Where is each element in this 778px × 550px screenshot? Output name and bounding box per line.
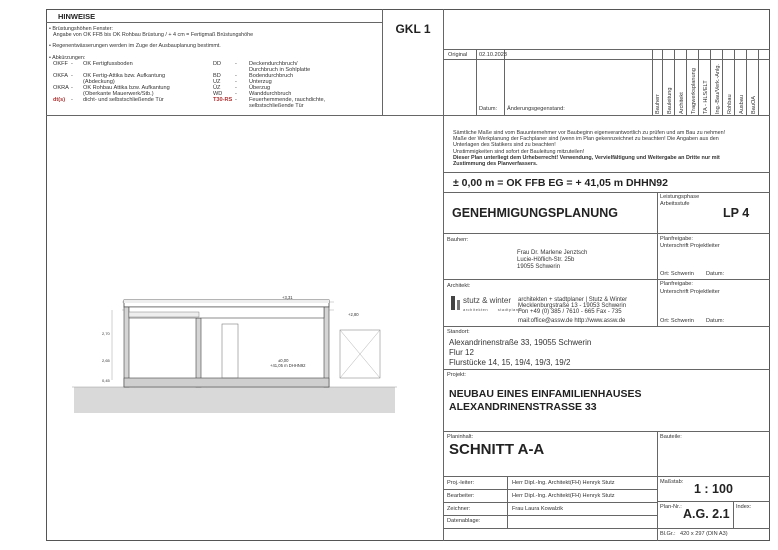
notice-line: Unstimmigkeiten sind sofort der Bauleitung mitzuteilen! xyxy=(453,148,585,155)
abbr-row: UZ - Unterzug xyxy=(213,79,272,85)
rev-col-rule xyxy=(662,49,663,115)
hint-text-1: Brüstungshöhen Fenster: xyxy=(52,26,113,32)
sheet-label: Bl.Gr.: xyxy=(660,531,676,537)
team-person: Frau Laura Kowalzik xyxy=(512,506,563,512)
architect-line-4: mail:office@assw.de http://www.assw.de xyxy=(518,318,626,324)
client-label: Bauherr: xyxy=(447,237,469,243)
top-strip-divider xyxy=(46,115,770,116)
phase-title: GENEHMIGUNGSPLANUNG xyxy=(452,206,618,220)
abbr-row: (Abdeckung) xyxy=(83,79,115,85)
rev-col-rule xyxy=(746,49,747,115)
team-role: Proj.-leiter: xyxy=(447,480,475,486)
location-label: Standort: xyxy=(447,329,470,335)
section-drawing xyxy=(72,290,397,414)
rule xyxy=(444,502,657,503)
notice-block xyxy=(453,130,765,167)
hint-text-4: Abkürzungen: xyxy=(52,55,86,61)
rev-col-rohbau: Rohbau xyxy=(727,94,733,114)
rule xyxy=(657,528,770,529)
rev-col-bauoa: BauOA xyxy=(751,95,757,114)
gkl-label: GKL 1 xyxy=(395,22,431,36)
abbr-row: Durchbruch in Sohlplatte xyxy=(249,67,311,73)
approval-2-text: Unterschrift Projektleiter xyxy=(660,289,720,295)
sheet-value: 420 x 297 (DIN A3) xyxy=(680,531,728,537)
beam xyxy=(129,312,199,317)
door-opening xyxy=(222,324,238,378)
roof-attika xyxy=(124,300,329,303)
notice-line: Unterlagen des Statikers sind zu beachten! xyxy=(453,142,556,149)
rev-col-bauherr: Bauherr xyxy=(655,94,661,114)
team-role: Datenablage: xyxy=(447,518,481,524)
rev-col-rule xyxy=(734,49,735,115)
abbr-row: T30-RS - Feuerhemmende, rauchdichte, xyxy=(213,97,326,103)
abbr-row: DD - Deckendurchbruch/ xyxy=(213,61,298,67)
notice-line: Sämtliche Maße sind vom Bauunternehmer vor Baubeginn eigenverantwortlich zu prüfen und am Bau zu nehmen! xyxy=(453,130,726,136)
rev-col-bauleitung: Bauleitung xyxy=(667,87,673,114)
plan-no-label: Plan-Nr.: xyxy=(660,504,682,510)
level-top: +3,31 xyxy=(282,295,293,300)
rev-col-ingbau: Ing.-Bau/Verk.-Anlg. xyxy=(715,63,721,114)
rev-col-rule xyxy=(758,49,759,115)
abbr-row: OKFF - OK Fertigfussboden xyxy=(53,61,133,67)
abbr-row: WD - Wanddurchbruch xyxy=(213,91,292,97)
level-floor: ±0,00 xyxy=(278,358,289,363)
approval-1-text: Unterschrift Projektleiter xyxy=(660,243,720,249)
logo-bar-icon xyxy=(451,296,455,310)
abbr-row: (Oberkante Mauerwerk/Stb.) xyxy=(83,91,154,97)
team-person: Herr Dipl.-Ing. Architekt(FH) Henryk Stutz xyxy=(512,493,615,499)
rule xyxy=(444,233,770,234)
notice-copyright: Dieser Plan unterliegt dem Urheberrecht! Verwendung, Vervielfältigung und Weitergabe an Dritte nur mit xyxy=(453,154,720,161)
revision-date-label: Datum: xyxy=(479,106,498,112)
abbr-row: dt(s) - dicht- und selbstschließende Tür xyxy=(53,97,164,103)
rev-col-rule xyxy=(710,49,711,115)
project-title-1: NEUBAU EINES EINFAMILIENHAUSES xyxy=(449,388,642,400)
abbr-row: selbstschließende Tür xyxy=(249,103,304,109)
project-label: Projekt: xyxy=(447,372,466,378)
rule xyxy=(444,279,770,280)
dim-upper: 2,70 xyxy=(102,331,110,336)
wall-left xyxy=(124,307,129,387)
rev-col-ta: TA - HLS/ELT xyxy=(703,80,709,114)
hints-title: HINWEISE xyxy=(58,12,96,21)
client-name: Frau Dr. Marlene Jenztsch xyxy=(517,250,588,256)
team-role: Bearbeiter: xyxy=(447,493,475,499)
hint-text-2: Angabe von OK FFB bis OK Rohbau Brüstung / + 4 cm = Fertigmaß Brüstungshöhe xyxy=(53,32,254,38)
plan-no-value: A.G. 2.1 xyxy=(683,507,730,521)
architect-label: Architekt: xyxy=(447,283,471,289)
dim-lower: 2,65 xyxy=(102,358,110,363)
original-label: Original xyxy=(448,52,468,58)
approval-2-date: Datum: xyxy=(706,318,725,324)
dim-small: 0,45 xyxy=(102,378,110,383)
abbr-row: OKFA - OK Fertig-Attika bzw. Aufkantung xyxy=(53,73,166,79)
approval-2-place: Ort: Schwerin xyxy=(660,318,694,324)
rule xyxy=(444,515,657,516)
hint-bullet-2: • Regenentwässerungen werden im Zuge der Ausbauplanung bestimmt. xyxy=(49,43,221,49)
rev-col-rule xyxy=(674,49,675,115)
notice-line: Maße der Werkplanung der Fachplaner sind (wenn im Plan gekennzeichnet zu beachten! Die Angaben aus den xyxy=(453,136,719,143)
abbr-row: BD - Bodendurchbruch xyxy=(213,73,294,79)
index-label: Index: xyxy=(736,504,752,510)
part-label: Bauteile: xyxy=(660,434,682,440)
rev-col-rule xyxy=(686,49,687,115)
floor-slab xyxy=(124,378,329,387)
rule xyxy=(657,501,770,502)
ground-hatch xyxy=(74,387,395,413)
approval-1-label: Planfreigabe: xyxy=(660,236,693,242)
hint-text-3: Regenentwässerungen werden im Zuge der Ausbauplanung bestimmt. xyxy=(52,43,221,49)
wall-right xyxy=(324,307,329,387)
revision-col-rule xyxy=(504,49,505,115)
hints-panel xyxy=(46,9,382,115)
architect-line-1: architekten + stadtplaner | Stutz & Winter xyxy=(518,297,628,303)
team-person: Herr Dipl.-Ing. Architekt(FH) Henryk Stutz xyxy=(512,480,615,486)
architect-logo xyxy=(451,296,524,316)
rev-col-tragwerk: Tragwerksplanung xyxy=(691,68,697,114)
index-divider xyxy=(733,501,734,528)
phase-sublabel: Arbeitsstufe xyxy=(660,201,690,207)
original-date: 02.10.2023 xyxy=(479,52,507,58)
revision-col-rule xyxy=(476,49,477,115)
location-address: Alexandrinenstraße 33, 19055 Schwerin xyxy=(449,338,592,347)
hints-title-rule xyxy=(46,22,382,23)
rev-col-ausbau: Ausbau xyxy=(739,95,745,114)
plan-divider xyxy=(657,431,658,541)
rule xyxy=(444,326,770,327)
rule xyxy=(444,172,770,173)
rule xyxy=(444,528,657,529)
rev-col-rule xyxy=(698,49,699,115)
phase-label: Leistungsphase xyxy=(660,194,700,200)
rev-col-rule xyxy=(722,49,723,115)
logo-subline: architekten stadtplaner xyxy=(463,307,524,312)
phase-divider xyxy=(657,192,658,326)
rule xyxy=(444,369,770,370)
hint-bullet-3: • Abkürzungen: xyxy=(49,55,86,61)
logo-wordmark: stutz & winter xyxy=(463,296,512,305)
team-role: Zeichner: xyxy=(447,506,471,512)
plan-title: SCHNITT A-A xyxy=(449,441,545,458)
client-city: 19055 Schwerin xyxy=(517,264,561,270)
scale-label: Maßstab: xyxy=(660,479,684,485)
approval-1-place: Ort: Schwerin xyxy=(660,271,694,277)
architect-line-2: Mecklenburgstraße 13 - 19053 Schwerin xyxy=(518,303,627,309)
level-right: +2,80 xyxy=(348,312,359,317)
client-street: Lucie-Höflich-Str. 25b xyxy=(517,257,575,263)
location-flur: Flur 12 xyxy=(449,348,474,357)
scale-value: 1 : 100 xyxy=(694,482,733,496)
wall-inner xyxy=(196,318,201,387)
phase-value: LP 4 xyxy=(723,206,750,220)
approval-2-label: Planfreigabe: xyxy=(660,281,693,287)
plan-content-label: Planinhalt: xyxy=(447,434,474,440)
level-floor-abs: +41,05 m DHHN92 xyxy=(270,363,306,368)
rule xyxy=(444,192,770,193)
hint-bullet-1: • Brüstungshöhen Fenster: xyxy=(49,26,113,32)
rule xyxy=(444,489,657,490)
rule xyxy=(444,431,770,432)
location-parcels: Flurstücke 14, 15, 19/4, 19/3, 19/2 xyxy=(449,358,571,367)
notice-copyright: Zustimmung des Planverfassers. xyxy=(453,161,538,168)
revision-change-label: Änderungsgegenstand: xyxy=(507,106,565,112)
project-title-2: ALEXANDRINENSTRASSE 33 xyxy=(449,401,597,413)
abbr-row: ÜZ - Überzug xyxy=(213,85,271,91)
logo-bar-icon xyxy=(457,300,460,310)
abbr-row: OKRA - OK Rohbau Attika bzw. Aufkantung xyxy=(53,85,170,91)
architect-line-3: Fon +49 (0) 385 / 7610 - 665 Fax - 735 xyxy=(518,309,622,315)
approval-1-date: Datum: xyxy=(706,271,725,277)
rule xyxy=(444,476,770,477)
elevation-reference: ± 0,00 m = OK FFB EG = + 41,05 m DHHN92 xyxy=(453,177,668,189)
rev-col-architekt: Architekt xyxy=(679,92,685,114)
